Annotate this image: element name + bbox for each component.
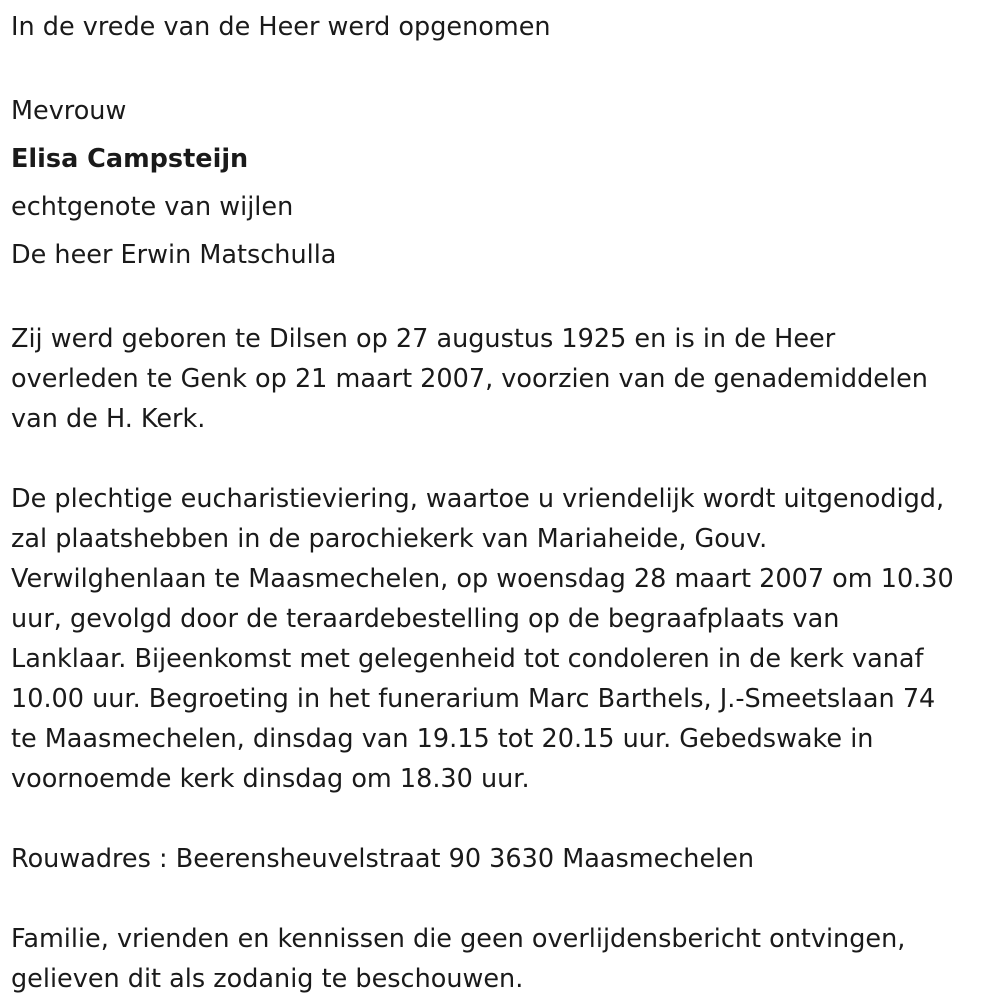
spacer <box>11 279 996 319</box>
spacer <box>11 879 996 919</box>
paragraph-line: gelieven dit als zodanig te beschouwen. <box>11 964 524 994</box>
paragraph-line: De plechtige eucharistieviering, waartoe u vriendelijk wordt uitgenodigd, <box>11 484 945 514</box>
paragraph-line: Zij werd geboren te Dilsen op 27 augustus 1925 en is in de Heer <box>11 324 836 354</box>
paragraph-line: zal plaatshebben in de parochiekerk van Mariaheide, Gouv. <box>11 524 768 554</box>
paragraph-line: Familie, vrienden en kennissen die geen overlijdensbericht ontvingen, <box>11 924 906 954</box>
salutation: Mevrouw <box>11 96 127 126</box>
ceremony-paragraph <box>11 479 996 799</box>
paragraph-line: van de H. Kerk. <box>11 404 206 434</box>
paragraph-line: uur, gevolgd door de teraardebestelling op de begraafplaats van <box>11 604 840 634</box>
closing-paragraph <box>11 919 996 999</box>
spacer <box>11 439 996 479</box>
obituary-document <box>11 7 996 999</box>
paragraph-line: overleden te Genk op 21 maart 2007, voorzien van de genademiddelen <box>11 364 928 394</box>
birth-death-paragraph <box>11 319 996 439</box>
spouse-name: De heer Erwin Matschulla <box>11 240 337 270</box>
paragraph-line: voornoemde kerk dinsdag om 18.30 uur. <box>11 764 530 794</box>
mourning-address: Rouwadres : Beerensheuvelstraat 90 3630 Maasmechelen <box>11 844 755 874</box>
intro-line: In de vrede van de Heer werd opgenomen <box>11 12 551 42</box>
spacer <box>11 799 996 839</box>
deceased-name: Elisa Campsteijn <box>11 144 249 174</box>
paragraph-line: Verwilghenlaan te Maasmechelen, op woensdag 28 maart 2007 om 10.30 <box>11 564 954 594</box>
person-block <box>11 87 996 279</box>
paragraph-line: Lanklaar. Bijeenkomst met gelegenheid tot condoleren in de kerk vanaf <box>11 644 924 674</box>
relation-text: echtgenote van wijlen <box>11 192 294 222</box>
spacer <box>11 47 996 87</box>
paragraph-line: 10.00 uur. Begroeting in het funerarium Marc Barthels, J.-Smeetslaan 74 <box>11 684 936 714</box>
paragraph-line: te Maasmechelen, dinsdag van 19.15 tot 20.15 uur. Gebedswake in <box>11 724 874 754</box>
